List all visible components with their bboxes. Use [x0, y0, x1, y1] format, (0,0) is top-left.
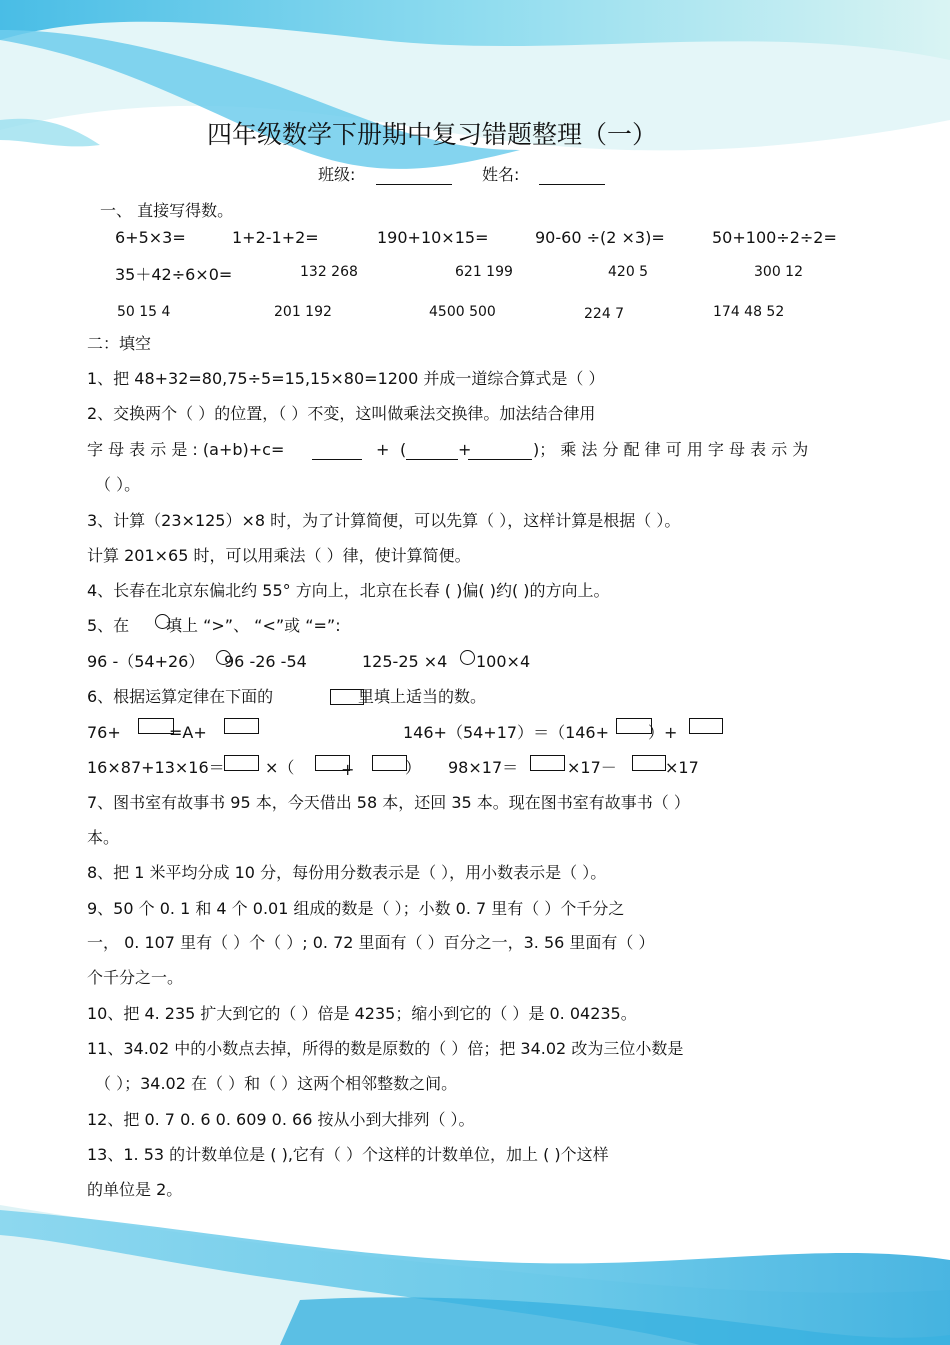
question-2-line3: （ ）。 — [95, 475, 141, 494]
question-7-line1: 7、图书室有故事书 95 本，今天借出 58 本，还回 35 本。现在图书室有故事书（ ） — [87, 793, 690, 812]
calc-item: 621 199 — [455, 264, 513, 280]
calc-item: 224 7 — [584, 306, 625, 322]
question-5-b: 填上 “>”、 “<”或 “=”: — [166, 616, 341, 635]
question-2-line2-a: 字 母 表 示 是 : (a+b)+c= — [87, 440, 285, 459]
question-6-expr: ×17－ — [567, 758, 617, 777]
question-6-expr: 76+ — [87, 723, 121, 742]
question-6-a: 6、根据运算定律在下面的 — [87, 687, 274, 706]
question-2-plus: + — [376, 440, 390, 459]
question-8: 8、把 1 米平均分成 10 分，每份用分数表示是（ ），用小数表示是（ ）。 — [87, 863, 607, 882]
question-12: 12、把 0. 7 0. 6 0. 609 0. 66 按从小到大排列（ ）。 — [87, 1110, 475, 1129]
question-2-line1: 2、交换两个（ ）的位置，（ ）不变，这叫做乘法交换律。加法结合律用 — [87, 404, 596, 423]
class-blank[interactable] — [376, 165, 452, 185]
answer-box[interactable] — [689, 718, 723, 734]
section2-heading: 二：填空 — [87, 334, 152, 353]
page-title: 四年级数学下册期中复习错题整理（一） — [207, 120, 658, 149]
question-5-expr: 100×4 — [476, 652, 531, 671]
section1-heading: 一、 直接写得数。 — [100, 201, 234, 220]
question-6-expr: 16×87+13×16＝ — [87, 758, 225, 777]
answer-blank[interactable] — [312, 440, 362, 460]
answer-box[interactable] — [224, 755, 259, 771]
question-5-expr: 125-25 ×4 — [362, 652, 448, 671]
question-6-expr: ×17 — [665, 758, 699, 777]
question-2-line2-b: )； 乘 法 分 配 律 可 用 字 母 表 示 为 — [533, 440, 809, 459]
question-5-a: 5、在 — [87, 616, 130, 635]
calc-item: 174 48 52 — [713, 304, 785, 320]
answer-box[interactable] — [372, 755, 407, 771]
class-label: 班级: — [318, 165, 356, 184]
question-6-expr: + — [341, 760, 355, 779]
answer-box[interactable] — [616, 718, 652, 734]
calc-item: 420 5 — [608, 264, 649, 280]
question-9-line3: 个千分之一。 — [87, 968, 184, 987]
calc-item: 132 268 — [300, 264, 358, 280]
question-2-plus: + — [458, 440, 472, 459]
calc-item: 35＋42÷6×0= — [115, 265, 233, 284]
compare-circle[interactable] — [460, 650, 475, 665]
question-6-expr: 146+（54+17）＝（146+ — [403, 723, 610, 742]
calc-item: 6+5×3= — [115, 228, 186, 247]
question-7-line2: 本。 — [87, 828, 120, 847]
question-9-line1: 9、50 个 0. 1 和 4 个 0.01 组成的数是（ ）；小数 0. 7 里有（ ）个千分之 — [87, 899, 625, 918]
calc-item: 90-60 ÷(2 ×3)= — [535, 228, 665, 247]
calc-item: 50+100÷2÷2= — [712, 228, 837, 247]
calc-item: 4500 500 — [429, 304, 496, 320]
answer-box[interactable] — [224, 718, 259, 734]
question-6-expr: 98×17＝ — [448, 758, 519, 777]
answer-blank[interactable] — [406, 440, 458, 460]
calc-item: 300 12 — [754, 264, 803, 280]
calc-item: 190+10×15= — [377, 228, 489, 247]
question-3-line1: 3、计算（23×125）×8 时，为了计算简便，可以先算（ ），这样计算是根据（ ）。 — [87, 511, 681, 530]
question-13-line2: 的单位是 2。 — [87, 1180, 183, 1199]
question-6-b: 里填上适当的数。 — [358, 687, 487, 706]
name-label: 姓名: — [482, 165, 520, 184]
question-6-expr: ） — [405, 758, 422, 777]
answer-box[interactable] — [632, 755, 666, 771]
question-11-line1: 11、34.02 中的小数点去掉，所得的数是原数的（ ）倍；把 34.02 改为三位小数是 — [87, 1039, 684, 1058]
question-10: 10、把 4. 235 扩大到它的（ ）倍是 4235；缩小到它的（ ）是 0. 04235。 — [87, 1004, 637, 1023]
question-3-line2: 计算 201×65 时，可以用乘法（ ）律，使计算简便。 — [87, 546, 471, 565]
question-2-paren: ( — [400, 440, 407, 459]
question-6-expr: ）+ — [648, 723, 678, 742]
name-blank[interactable] — [539, 165, 605, 185]
question-6-expr: =A+ — [169, 723, 207, 742]
question-4: 4、长春在北京东偏北约 55° 方向上，北京在长春 ( )偏( )约( )的方向上。 — [87, 581, 610, 600]
calc-item: 50 15 4 — [117, 304, 171, 320]
question-6-expr: ×（ — [265, 758, 295, 777]
question-5-expr: 96 -26 -54 — [224, 652, 307, 671]
question-1: 1、把 48+32=80,75÷5=15,15×80=1200 并成一道综合算式是（ ） — [87, 369, 605, 388]
question-9-line2: 一， 0. 107 里有（ ）个（ ）; 0. 72 里面有（ ）百分之一，3. 56 里面有（ ） — [87, 933, 655, 952]
answer-box[interactable] — [530, 755, 565, 771]
calc-item: 1+2-1+2= — [232, 228, 319, 247]
question-5-expr: 96 -（54+26） — [87, 652, 205, 671]
question-11-line2: （ ）；34.02 在（ ）和（ ）这两个相邻整数之间。 — [95, 1074, 458, 1093]
calc-item: 201 192 — [274, 304, 332, 320]
question-13-line1: 13、1. 53 的计数单位是 ( ),它有（ ）个这样的计数单位，加上 ( )个这样 — [87, 1145, 609, 1164]
answer-blank[interactable] — [468, 440, 532, 460]
